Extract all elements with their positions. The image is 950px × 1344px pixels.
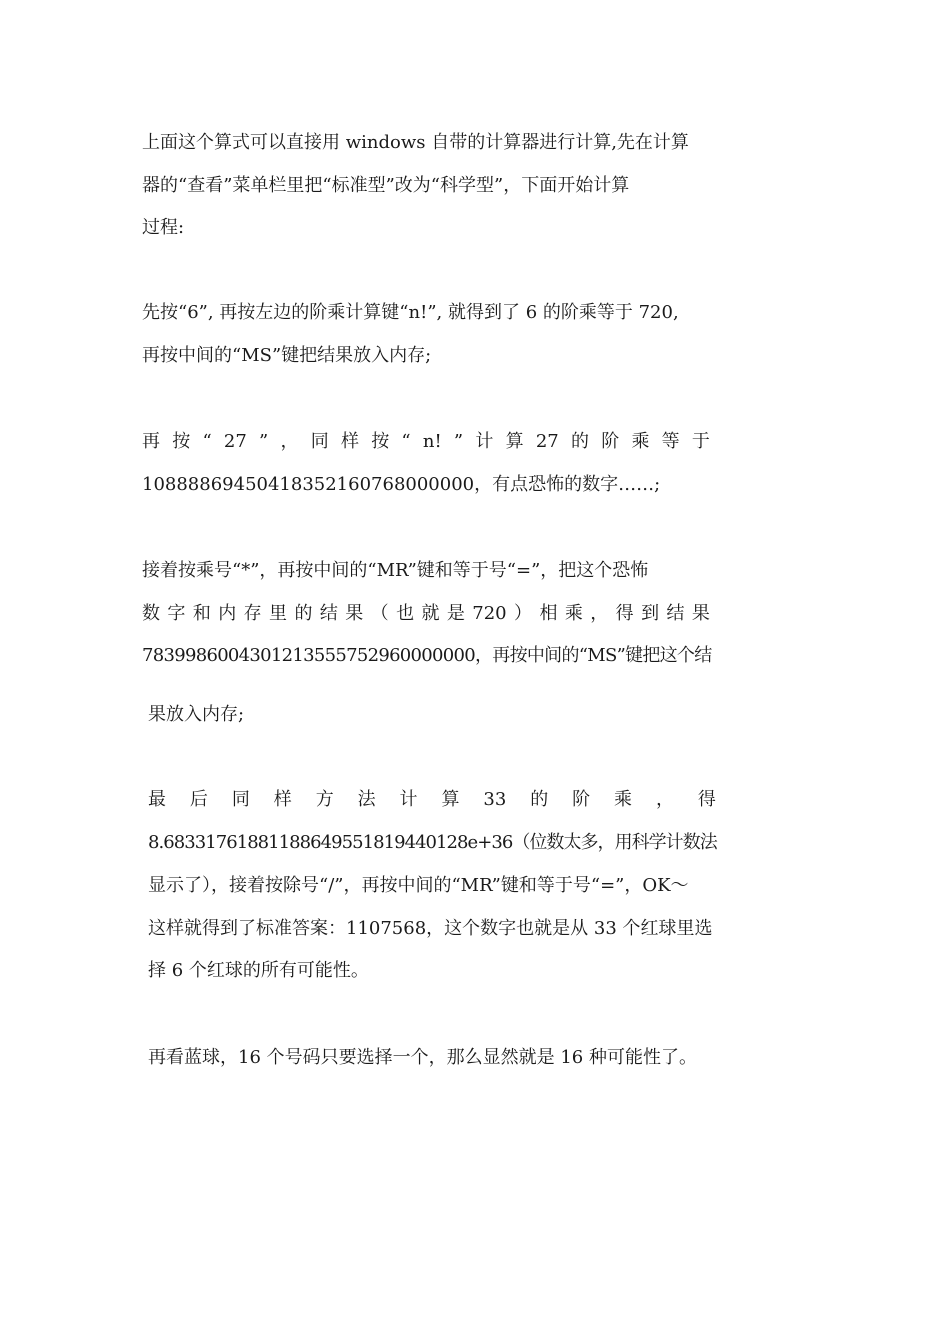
token: 720 [472, 603, 507, 624]
text-line: 这样就得到了标准答案：1107568，这个数字也就是从 33 个红球里选 [148, 918, 713, 939]
token: 同 [231, 789, 250, 810]
token: ” [453, 431, 464, 452]
text-line: 上面这个算式可以直接用 windows 自带的计算器进行计算,先在计算 [142, 132, 689, 153]
token: 按 [172, 431, 191, 452]
token: 果 [691, 603, 710, 624]
token: 按 [371, 431, 390, 452]
text-line: 接着按乘号“*”，再按中间的“MR”键和等于号“=”，把这个恐怖 [142, 560, 649, 581]
token: 乘 [614, 789, 633, 810]
text-line: 8.68331761881188649551819440128e+36（位数太多，用科学计数法 [148, 832, 717, 853]
token: 27 [223, 431, 247, 452]
token: 数 [142, 603, 160, 624]
text-line: 再按中间的“MS”键把结果放入内存; [142, 345, 432, 366]
token: 果 [345, 603, 364, 624]
text-line: 择 6 个红球的所有可能性。 [148, 960, 369, 981]
token: （ [370, 603, 389, 624]
token: 相 [539, 603, 558, 624]
token: ， [655, 789, 674, 810]
token: 计 [475, 431, 494, 452]
token: 的 [570, 431, 589, 452]
token: 33 [483, 789, 507, 810]
token: 字 [167, 603, 186, 624]
token: ， [590, 603, 609, 624]
text-line: 先按“6”, 再按左边的阶乘计算键“n!”, 就得到了 6 的阶乘等于 720, [142, 302, 679, 323]
token: 样 [340, 431, 359, 452]
token: 是 [446, 603, 465, 624]
token: 的 [294, 603, 313, 624]
token: 内 [218, 603, 237, 624]
justified-text-line [148, 788, 716, 812]
token: 也 [396, 603, 415, 624]
token: 算 [441, 789, 460, 810]
token: 就 [421, 603, 440, 624]
token: “ [401, 431, 411, 452]
token: 里 [269, 603, 288, 624]
token: 存 [243, 603, 262, 624]
text-line: 过程: [142, 217, 185, 238]
token: 和 [192, 603, 211, 624]
token: 方 [315, 789, 334, 810]
token: ， [280, 431, 299, 452]
token: 乘 [564, 603, 583, 624]
token: 样 [273, 789, 292, 810]
token: ） [514, 603, 533, 624]
token: 得 [697, 789, 716, 810]
justified-text-line [142, 430, 710, 454]
token: 后 [189, 789, 208, 810]
text-line: 器的“查看”菜单栏里把“标准型”改为“科学型”，下面开始计算 [142, 175, 630, 196]
token: 阶 [572, 789, 591, 810]
token: 于 [691, 431, 710, 452]
token: 算 [505, 431, 524, 452]
text-line: 7839986004301213555752960000000，再按中间的“MS”键把这个结 [142, 645, 712, 666]
token: 27 [535, 431, 559, 452]
token: 结 [319, 603, 338, 624]
token: 阶 [601, 431, 620, 452]
token: “ [202, 431, 212, 452]
text-line: 显示了），接着按除号“/”，再按中间的“MR”键和等于号“=”，OK～ [148, 875, 689, 896]
token: n! [422, 431, 442, 452]
token: 同 [310, 431, 329, 452]
token: 最 [148, 789, 166, 810]
token: 结 [666, 603, 685, 624]
token: 计 [399, 789, 418, 810]
token: 的 [530, 789, 549, 810]
token: ” [259, 431, 269, 452]
justified-text-line [142, 602, 710, 626]
token: 到 [641, 603, 660, 624]
token: 乘 [631, 431, 650, 452]
token: 得 [615, 603, 634, 624]
token: 再 [142, 431, 160, 452]
token: 法 [357, 789, 376, 810]
text-line: 10888869450418352160768000000，有点恐怖的数字……; [142, 474, 661, 495]
text-line: 再看蓝球，16 个号码只要选择一个，那么显然就是 16 种可能性了。 [148, 1047, 697, 1068]
token: 等 [661, 431, 680, 452]
text-line: 果放入内存; [148, 704, 245, 725]
